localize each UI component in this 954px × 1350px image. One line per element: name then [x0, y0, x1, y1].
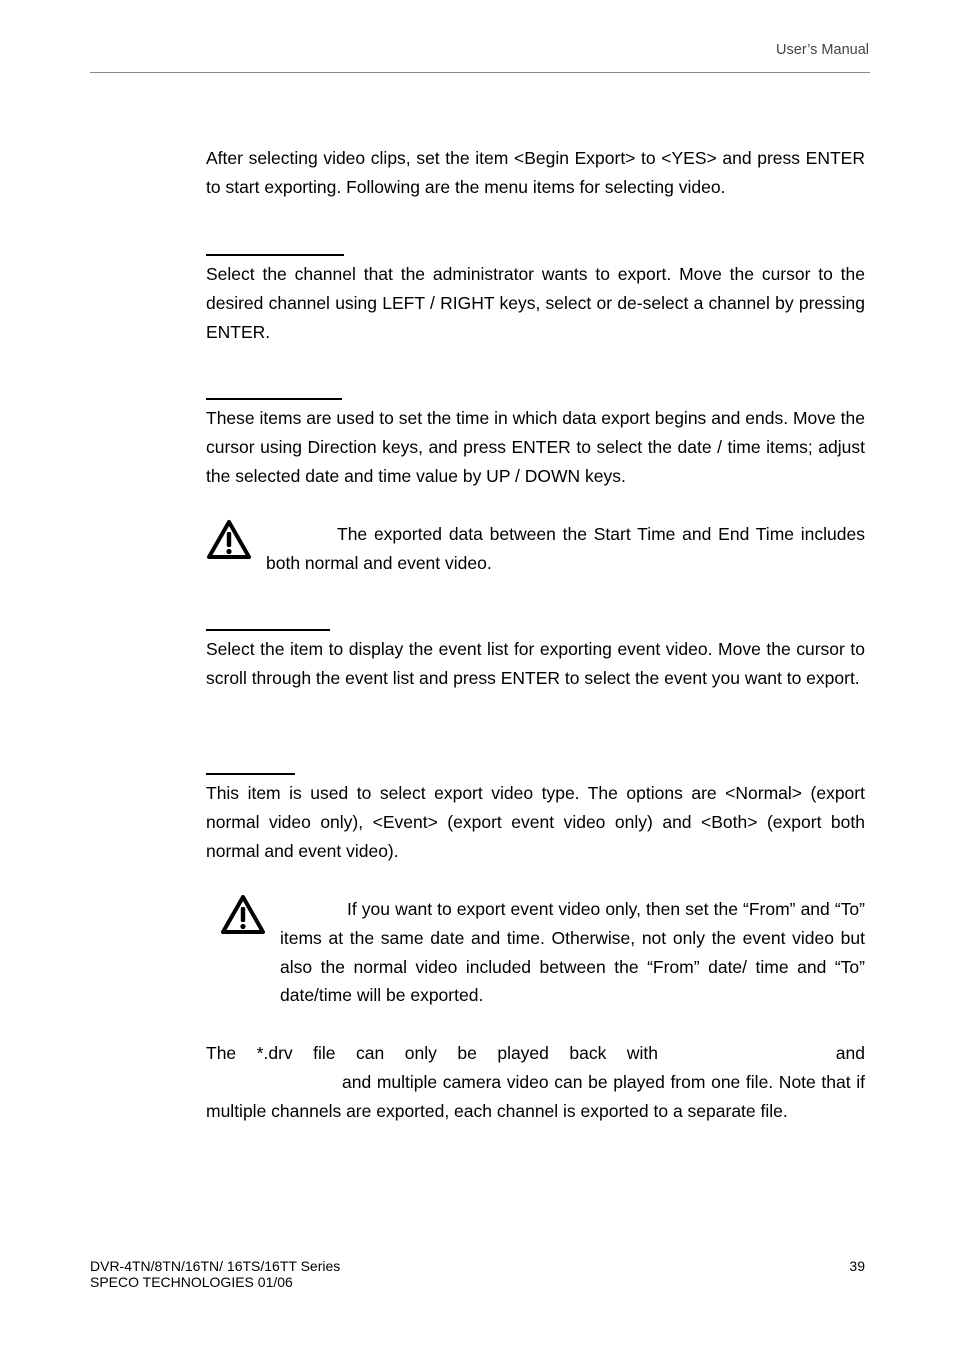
- closing-part-2: and: [835, 1043, 865, 1063]
- section-heading-underline-time: [206, 398, 342, 400]
- page-number: 39: [849, 1258, 865, 1274]
- section-time-paragraph: These items are used to set the time in which data export begins and ends. Move the cursor using Direction keys, and press ENTER to select the date / time items; adjust the selected date and time value by UP / DOWN keys.: [206, 408, 865, 486]
- section-type-paragraph: This item is used to select export video type. The options are <Normal> (export normal video only), <Event> (export event video only) and <Both> (export both normal and event video).: [206, 783, 865, 861]
- closing-paragraph: [206, 1039, 865, 1125]
- section-event-list-paragraph: Select the item to display the event list for exporting event video. Move the cursor to scroll through the event list and press ENTER to select the event you want to export.: [206, 639, 865, 688]
- section-heading-underline-channel: [206, 254, 344, 256]
- note-export-data: The exported data between the Start Time and End Time includes both normal and event video.: [266, 524, 865, 573]
- header-divider: [90, 72, 870, 73]
- closing-part-1: The *.drv file can only be played back with: [206, 1043, 658, 1063]
- footer-series: DVR-4TN/8TN/16TN/ 16TS/16TT Series: [90, 1258, 341, 1274]
- warning-triangle-icon: [220, 893, 266, 935]
- footer-company: SPECO TECHNOLOGIES 01/06: [90, 1274, 293, 1290]
- section-channel-paragraph: Select the channel that the administrator wants to export. Move the cursor to the desired channel using LEFT / RIGHT keys, select or de-select a channel by pressing ENTER.: [206, 264, 865, 342]
- note-event-only: If you want to export event video only, then set the “From” and “To” items at the same date and time. Otherwise, not only the event video but also the normal video included between the “From” date/ time and “To” date/time will be exported.: [280, 899, 865, 1006]
- closing-part-3: and multiple camera video can be played from one file. Note that if multiple channels are exported, each channel is exported to a separate file.: [206, 1071, 865, 1121]
- footer-left: [90, 1258, 340, 1290]
- section-heading-underline-type: [206, 773, 295, 775]
- running-header: User’s Manual: [776, 42, 869, 58]
- closing-line-1: [206, 1039, 658, 1068]
- warning-triangle-icon: [206, 518, 252, 560]
- intro-paragraph: After selecting video clips, set the item <Begin Export> to <YES> and press ENTER to start exporting. Following are the menu items for selecting video.: [206, 148, 865, 197]
- section-heading-underline-event-list: [206, 629, 330, 631]
